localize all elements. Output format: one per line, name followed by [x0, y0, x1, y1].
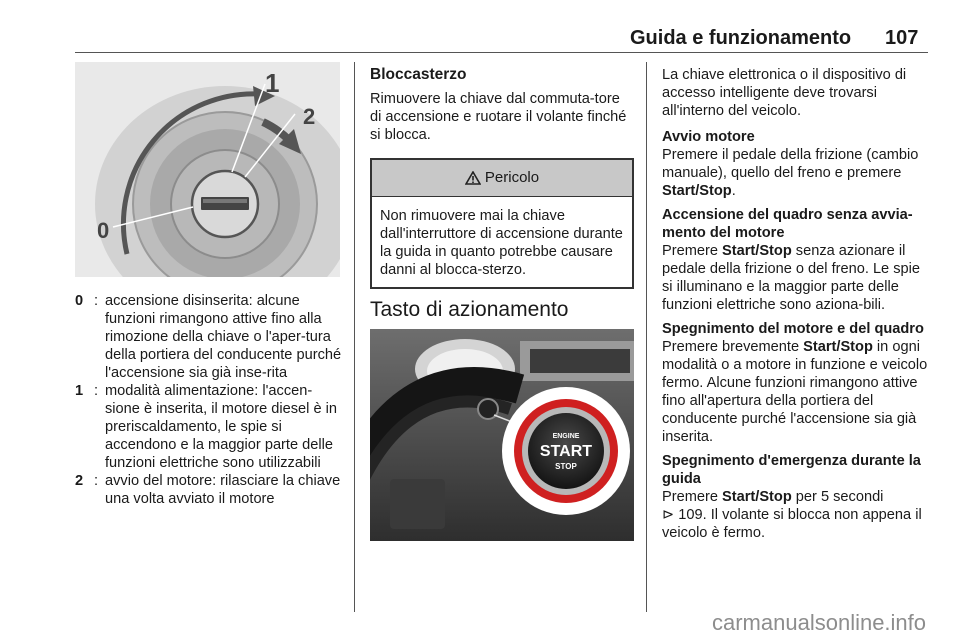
start-stop-ref: Start/Stop: [722, 489, 792, 505]
start-stop-ref: Start/Stop: [722, 243, 792, 259]
text-part: senza azionare il pedale della frizione o del freno. Le spie si illuminano e la maggior parte delle funzioni elettriche sono aziona-bili.: [662, 243, 920, 313]
middle-column: [370, 66, 634, 541]
legend-number: 2: [75, 473, 84, 489]
right-column: [662, 66, 930, 548]
watermark: carmanualsonline.info: [712, 610, 927, 635]
column-divider-2: [646, 62, 647, 612]
spegnimento-motore-text: [662, 338, 930, 446]
ignition-switch-figure: [75, 62, 340, 277]
legend-number: 1: [75, 383, 84, 399]
warning-triangle-icon: [465, 171, 481, 185]
legend-text: accensione disinserita: alcune funzioni rimangono attive fino alla rimozione della chiave o l'aper-tura della portiera del conducente purché l'accensione sia già inse-rita: [105, 293, 342, 381]
text-part: per 5 secondi: [791, 489, 884, 505]
intro-text: La chiave elettronica o il dispositivo di accesso intelligente deve trovarsi all'interno del veicolo.: [662, 67, 907, 119]
text-part: Premere: [662, 489, 723, 505]
ignition-label-1: 1: [265, 68, 280, 98]
section-heading-tasto: Tasto di azionamento: [370, 298, 569, 321]
button-label-engine: ENGINE: [552, 433, 580, 440]
heading-spegnimento-emergenza: Spegnimento d'emergenza durante la guida: [662, 453, 921, 487]
page-ref-arrow-icon[interactable]: ⊳: [662, 507, 675, 523]
legend-item: [75, 382, 345, 472]
accensione-quadro-text: [662, 242, 930, 314]
danger-title: Pericolo: [484, 169, 540, 186]
text-part: Premere: [662, 243, 723, 259]
text-part: .: [731, 183, 736, 199]
start-stop-figure: [370, 329, 634, 541]
start-stop-ref: Start/Stop: [662, 183, 732, 199]
text-part: Premere brevemente: [662, 339, 804, 355]
heading-spegnimento-motore: Spegnimento del motore e del quadro: [662, 321, 924, 337]
bloccasterzo-text: Rimuovere la chiave dal commuta-tore di accensione e ruotare il volante finché si blocca.: [370, 91, 627, 143]
legend-text: avvio del motore: rilasciare la chiave una volta avviato il motore: [105, 473, 341, 507]
ignition-switch-illustration: [75, 62, 340, 277]
ignition-legend: [75, 292, 345, 508]
legend-number: 0: [75, 293, 84, 309]
start-stop-ref: Start/Stop: [803, 339, 873, 355]
danger-header: [372, 160, 632, 197]
ignition-label-0: 0: [97, 218, 110, 243]
section-heading-bloccasterzo: Bloccasterzo: [370, 66, 467, 83]
header-rule: [75, 52, 928, 53]
spegnimento-emergenza-text: [662, 488, 930, 542]
button-label-stop: STOP: [555, 462, 577, 471]
legend-colon: :: [93, 383, 99, 399]
legend-item: [75, 292, 345, 382]
page-number: 107: [885, 27, 919, 49]
page-header-title: Guida e funzionamento: [630, 27, 852, 49]
legend-item: [75, 472, 345, 508]
column-divider-1: [354, 62, 355, 612]
page-ref-text: 109. Il volante si blocca non appena il veicolo è fermo.: [662, 507, 922, 541]
heading-accensione-quadro: Accensione del quadro senza avvia-mento del motore: [662, 207, 913, 241]
start-stop-illustration: [370, 329, 634, 541]
legend-colon: :: [93, 293, 99, 309]
ignition-label-2: 2: [303, 104, 316, 129]
danger-text: Non rimuovere mai la chiave dall'interruttore di accensione durante la guida in quanto potrebbe causare danni al blocca-sterzo.: [380, 208, 623, 278]
text-part: Premere il pedale della frizione (cambio manuale), quello del freno e premere: [662, 147, 919, 181]
button-label-start: START: [539, 443, 593, 460]
danger-box: [370, 158, 634, 289]
legend-colon: :: [93, 473, 99, 489]
heading-avvio-motore: Avvio motore: [662, 129, 755, 145]
text-part: in ogni modalità o a motore in funzione e veicolo fermo. Alcune funzioni rimangono attive fino all'apertura della portiera del conducente purché l'accensione sia già inserita.: [662, 339, 928, 445]
avvio-motore-text: [662, 146, 930, 200]
legend-text: modalità alimentazione: l'accen-sione è inserita, il motore diesel è in preriscaldamento, le spie si accendono e la maggior parte delle funzioni elettriche sono utilizzabili: [105, 383, 337, 471]
